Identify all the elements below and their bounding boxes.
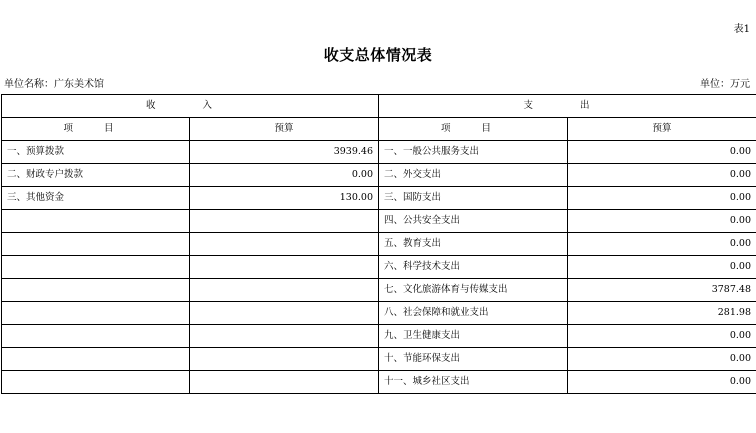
income-item-cell xyxy=(2,302,190,325)
income-budget-cell xyxy=(190,210,379,233)
income-budget-cell xyxy=(190,256,379,279)
income-item-cell xyxy=(2,233,190,256)
unit-name-label: 单位名称：广东美术馆 xyxy=(4,79,104,90)
income-budget-cell xyxy=(190,233,379,256)
table-row xyxy=(2,279,756,302)
expense-item-cell: 四、公共安全支出 xyxy=(379,210,568,233)
expense-budget-cell: 0.00 xyxy=(568,348,756,371)
income-item-cell xyxy=(2,256,190,279)
income-budget-cell xyxy=(190,371,379,394)
income-item-cell xyxy=(2,210,190,233)
income-budget-header: 预算 xyxy=(190,118,379,141)
expense-header-label: 支 出 xyxy=(523,100,612,111)
page-title: 收支总体情况表 xyxy=(323,46,433,64)
income-item-header xyxy=(2,118,190,141)
income-budget-cell: 3939.46 xyxy=(190,141,379,164)
expense-budget-cell: 0.00 xyxy=(568,325,756,348)
table-row xyxy=(2,233,756,256)
income-item-header-label: 项 目 xyxy=(63,123,128,134)
expense-budget-cell: 0.00 xyxy=(568,141,756,164)
expense-budget-cell: 3787.48 xyxy=(568,279,756,302)
income-item-cell: 三、其他资金 xyxy=(2,187,190,210)
currency-unit-label: 单位：万元 xyxy=(700,79,750,90)
expense-item-cell: 一、一般公共服务支出 xyxy=(379,141,568,164)
section-header-row xyxy=(2,95,756,118)
expense-item-header-label: 项 目 xyxy=(440,123,506,134)
income-item-cell xyxy=(2,325,190,348)
table-row xyxy=(2,325,756,348)
income-budget-cell: 0.00 xyxy=(190,164,379,187)
income-item-cell xyxy=(2,348,190,371)
expense-item-cell: 二、外交支出 xyxy=(379,164,568,187)
expense-budget-cell: 0.00 xyxy=(568,233,756,256)
expense-item-cell: 十一、城乡社区支出 xyxy=(379,371,568,394)
expense-budget-cell: 0.00 xyxy=(568,187,756,210)
income-budget-cell: 130.00 xyxy=(190,187,379,210)
table-number: 表1 xyxy=(733,24,750,35)
income-budget-cell xyxy=(190,302,379,325)
table-row xyxy=(2,256,756,279)
table-row xyxy=(2,187,756,210)
income-budget-cell xyxy=(190,279,379,302)
income-item-cell xyxy=(2,371,190,394)
table-row xyxy=(2,348,756,371)
expense-budget-cell: 281.98 xyxy=(568,302,756,325)
table-row xyxy=(2,371,756,394)
expense-budget-cell: 0.00 xyxy=(568,256,756,279)
table-row xyxy=(2,302,756,325)
income-item-cell: 一、预算拨款 xyxy=(2,141,190,164)
income-budget-cell xyxy=(190,348,379,371)
expense-section-header xyxy=(379,95,756,118)
table-row xyxy=(2,141,756,164)
expense-item-cell: 六、科学技术支出 xyxy=(379,256,568,279)
expense-item-cell: 十、节能环保支出 xyxy=(379,348,568,371)
expense-item-header xyxy=(379,118,568,141)
table-row xyxy=(2,164,756,187)
income-budget-cell xyxy=(190,325,379,348)
income-item-cell: 二、财政专户拨款 xyxy=(2,164,190,187)
expense-budget-cell: 0.00 xyxy=(568,164,756,187)
expense-item-cell: 八、社会保障和就业支出 xyxy=(379,302,568,325)
income-header-label: 收 入 xyxy=(145,100,235,111)
expense-budget-cell: 0.00 xyxy=(568,371,756,394)
expense-budget-cell: 0.00 xyxy=(568,210,756,233)
expense-budget-header: 预算 xyxy=(568,118,756,141)
expense-item-cell: 九、卫生健康支出 xyxy=(379,325,568,348)
income-section-header xyxy=(2,95,379,118)
table-row xyxy=(2,210,756,233)
expense-item-cell: 七、文化旅游体育与传媒支出 xyxy=(379,279,568,302)
income-item-cell xyxy=(2,279,190,302)
expense-item-cell: 五、教育支出 xyxy=(379,233,568,256)
expense-item-cell: 三、国防支出 xyxy=(379,187,568,210)
column-header-row xyxy=(2,118,756,141)
budget-summary-table xyxy=(1,94,756,394)
